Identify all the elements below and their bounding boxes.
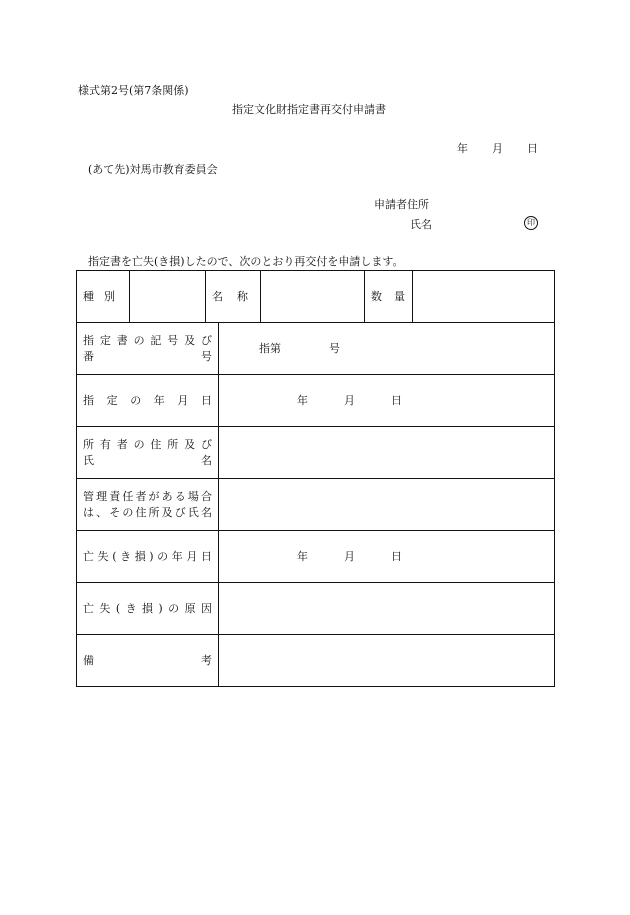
designation-date-label: 指定の年月日	[83, 393, 212, 407]
name-value-cell[interactable]	[261, 271, 365, 323]
type-label-cell	[77, 271, 130, 323]
type-label: 種別	[83, 289, 115, 303]
designation-year: 年	[297, 393, 308, 407]
manager-label-line1: 管理責任者がある場合	[83, 489, 212, 503]
designation-date-label-cell	[77, 375, 219, 427]
certificate-value-cell[interactable]	[219, 323, 555, 375]
quantity-label: 数量	[371, 289, 405, 303]
table-row	[77, 635, 555, 687]
manager-value-cell[interactable]	[219, 479, 555, 531]
applicant-name-label: 氏名	[410, 218, 432, 231]
certificate-label-line2: 番号	[83, 349, 212, 363]
loss-date-label-cell	[77, 531, 219, 583]
table-row	[77, 479, 555, 531]
table-row	[77, 271, 555, 323]
document-title: 指定文化財指定書再交付申請書	[232, 103, 386, 116]
remarks-value-cell[interactable]	[219, 635, 555, 687]
manager-label-cell	[77, 479, 219, 531]
owner-label-line2: 氏名	[83, 453, 212, 467]
name-label: 名称	[212, 289, 248, 303]
quantity-value-cell[interactable]	[413, 271, 555, 323]
remarks-label: 備考	[83, 653, 212, 667]
loss-month: 月	[344, 549, 355, 563]
quantity-label-cell	[365, 271, 413, 323]
loss-day: 日	[391, 549, 402, 563]
seal-mark-icon: 印	[524, 216, 538, 230]
owner-value-cell[interactable]	[219, 427, 555, 479]
loss-date-label: 亡失(き損)の年月日	[83, 549, 212, 563]
owner-label-cell	[77, 427, 219, 479]
table-row	[77, 583, 555, 635]
application-date	[457, 142, 538, 156]
certificate-label-line1: 指定書の記号及び	[83, 333, 212, 347]
manager-label-line2: は、その住所及び氏名	[83, 505, 212, 519]
form-number: 様式第2号(第7条関係)	[78, 84, 189, 97]
table-row	[77, 375, 555, 427]
certificate-label-cell	[77, 323, 219, 375]
designation-month: 月	[344, 393, 355, 407]
certificate-suffix: 号	[329, 341, 340, 355]
owner-label-line1: 所有者の住所及び	[83, 437, 212, 451]
date-day-label: 日	[527, 142, 538, 155]
name-label-cell	[206, 271, 261, 323]
application-statement: 指定書を亡失(き損)したので、次のとおり再交付を申請します。	[88, 255, 404, 268]
type-value-cell[interactable]	[130, 271, 206, 323]
addressee: (あて先)対馬市教育委員会	[88, 163, 218, 176]
date-month-label: 月	[492, 142, 503, 155]
application-form-table	[76, 270, 555, 687]
table-row	[77, 323, 555, 375]
designation-day: 日	[391, 393, 402, 407]
loss-cause-label: 亡失(き損)の原因	[83, 601, 212, 615]
applicant-address-label: 申請者住所	[374, 198, 429, 211]
table-row	[77, 427, 555, 479]
date-year-label: 年	[457, 142, 468, 155]
loss-date-value-cell[interactable]	[219, 531, 555, 583]
loss-cause-value-cell[interactable]	[219, 583, 555, 635]
loss-year: 年	[297, 549, 308, 563]
designation-date-value-cell[interactable]	[219, 375, 555, 427]
loss-cause-label-cell	[77, 583, 219, 635]
certificate-prefix: 指第	[259, 341, 281, 355]
table-row	[77, 531, 555, 583]
remarks-label-cell	[77, 635, 219, 687]
